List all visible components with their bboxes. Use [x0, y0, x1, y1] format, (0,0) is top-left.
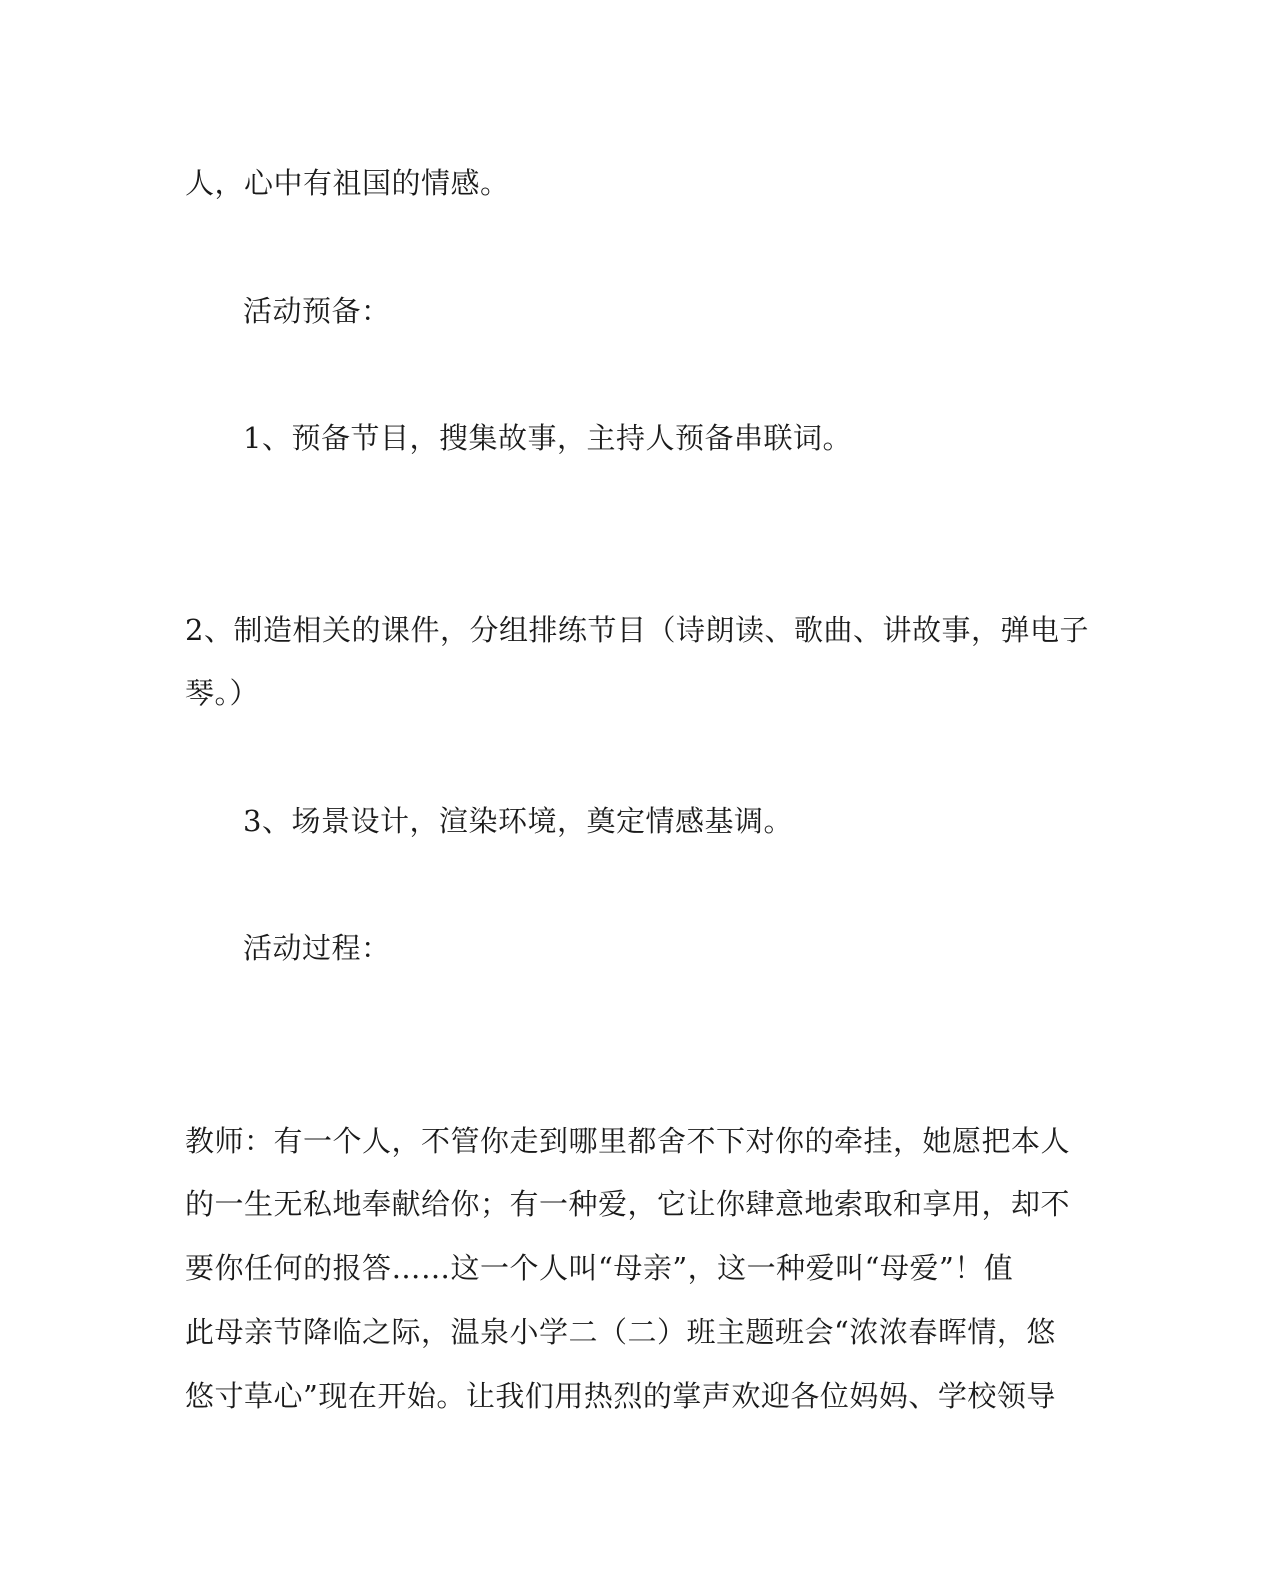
paragraph-continuation: 人，心中有祖国的情感。 [185, 166, 510, 200]
teacher-paragraph-line-5: 悠寸草心”现在开始。让我们用热烈的掌声欢迎各位妈妈、学校领导 [185, 1379, 1056, 1413]
teacher-paragraph-line-1: 教师：有一个人，不管你走到哪里都舍不下对你的牵挂，她愿把本人 [185, 1124, 1071, 1158]
prep-item-2-line-1: 2、制造相关的课件，分组排练节目（诗朗读、歌曲、讲故事，弹电子 [185, 613, 1089, 647]
prep-item-1: 1、预备节目，搜集故事，主持人预备串联词。 [243, 421, 852, 455]
prep-item-3: 3、场景设计，渲染环境，奠定情感基调。 [243, 804, 793, 838]
prep-item-2-line-2: 琴。） [185, 676, 260, 710]
heading-activity-preparation: 活动预备： [243, 294, 391, 328]
teacher-paragraph-line-4: 此母亲节降临之际，温泉小学二（二）班主题班会“浓浓春晖情，悠 [185, 1315, 1056, 1349]
teacher-paragraph-line-3: 要你任何的报答……这一个人叫“母亲”，这一种爱叫“母爱”！值 [185, 1251, 1014, 1285]
teacher-paragraph-line-2: 的一生无私地奉献给你；有一种爱，它让你肆意地索取和享用，却不 [185, 1187, 1071, 1221]
heading-activity-process: 活动过程： [243, 931, 391, 965]
